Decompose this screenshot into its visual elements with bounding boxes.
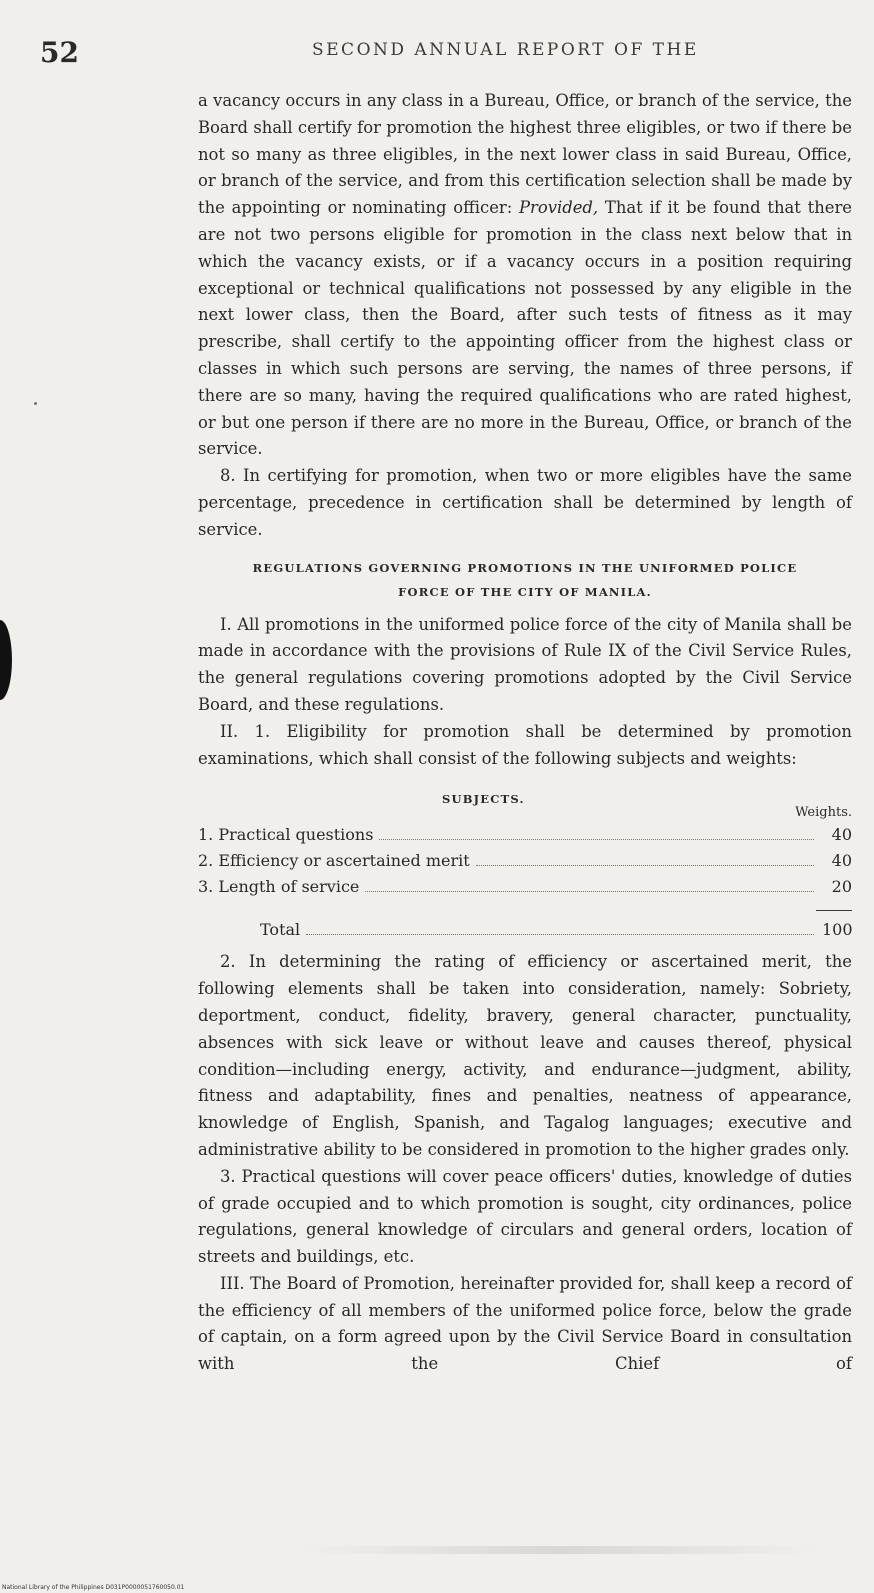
dot-leader [365, 890, 814, 892]
dot-leader [379, 838, 814, 840]
page-body [198, 88, 852, 1378]
paragraph-text: That if it be found that there are not two persons eligible for promotion in the class next below that in which the vacancy exists, or if a vacancy occurs in a position requiring exceptional or technical qualifications not possessed by any eligible in the next lower class, then the Board, after such tests of fitness as it may prescribe, shall certify to the appointing officer from the highest class or classes in which such persons are serving, the names of three persons, if there are so many, having the required qualifications who are rated highest, or but one person if there are no more in the Bureau, Office, or branch of the service. [198, 198, 852, 459]
paragraph: II. 1. Eligibility for promotion shall be determined by promotion examinations, which shall consist of the following subjects and weights: [198, 721, 852, 768]
dot-leader [476, 864, 814, 866]
subject-label: 2. Efficiency or ascertained merit [198, 851, 470, 871]
subject-label: 3. Length of service [198, 877, 360, 897]
subject-label: 1. Practical questions [198, 825, 374, 845]
subjects-table [198, 780, 852, 943]
table-header [198, 780, 852, 822]
running-head: SECOND ANNUAL REPORT OF THE [312, 40, 699, 60]
total-value: 100 [822, 920, 853, 940]
section-heading-line: FORCE OF THE CITY OF MANILA. [398, 584, 652, 599]
subject-weight: 20 [831, 877, 852, 897]
section-heading [198, 556, 852, 604]
total-rule [816, 910, 852, 911]
page-number: 52 [40, 36, 79, 69]
scan-credit: National Library of the Philippines D031P0000051760050.01 [2, 1584, 185, 1591]
paragraph: 8. In certifying for promotion, when two or more eligibles have the same percentage, precedence in certification shall be determined by length of service. [198, 466, 852, 539]
scan-speck [34, 402, 37, 405]
binding-shadow [0, 620, 12, 700]
section-heading-line: REGULATIONS GOVERNING PROMOTIONS IN THE UNIFORMED POLICE [252, 560, 798, 575]
total-row [198, 917, 852, 943]
subject-weight: 40 [831, 851, 852, 871]
paragraph: I. All promotions in the uniformed police force of the city of Manila shall be made in accordance with the provisions of Rule IX of the Civil Service Rules, the general regulations covering promotions adopted by the Civil Service Board, and these regulations. [198, 614, 852, 714]
table-row [198, 874, 852, 900]
bleed-through-smudge [300, 1546, 820, 1554]
total-label: Total [260, 920, 301, 940]
paragraph-text: a vacancy occurs in any class in a Bureau, Office, or branch of the service, the Board shall certify for promotion the highest three eligibles, or two if there be not so many as three eligibles, in the next lower class in said Bureau, Office, or branch of the service, and from this certification selection shall be made by the appointing or nominating officer: [198, 91, 852, 218]
subject-weight: 40 [831, 825, 852, 845]
provided-italic: Provided, [519, 198, 599, 218]
paragraph: III. The Board of Promotion, hereinafter provided for, shall keep a record of the efficiency of all members of the uniformed police force, below the grade of captain, on a form agreed upon by the Civil Service Board in consultation with the Chief of [198, 1273, 852, 1374]
dot-leader [306, 933, 814, 935]
subjects-header: SUBJECTS. [442, 792, 525, 807]
table-row [198, 822, 852, 848]
paragraph: 2. In determining the rating of efficiency or ascertained merit, the following elements shall be taken into consideration, namely: Sobriety, deportment, conduct, fidelity, bravery, general character, punctuality, absences with sick leave or without leave and causes thereof, physical condition—including energy, activity, and endurance—judgment, ability, fitness and adaptability, fines and penalties, neatness of appearance, knowledge of English, Spanish, and Tagalog languages; executive and administrative ability to be considered in promotion to the higher grades only. [198, 952, 852, 1159]
weights-header: Weights. [795, 805, 852, 821]
paragraph [198, 88, 852, 463]
table-row [198, 848, 852, 874]
paragraph: 3. Practical questions will cover peace officers' duties, knowledge of duties of grade occupied and to which promotion is sought, city ordinances, police regulations, general knowledge of circulars and general orders, location of streets and buildings, etc. [198, 1166, 852, 1267]
